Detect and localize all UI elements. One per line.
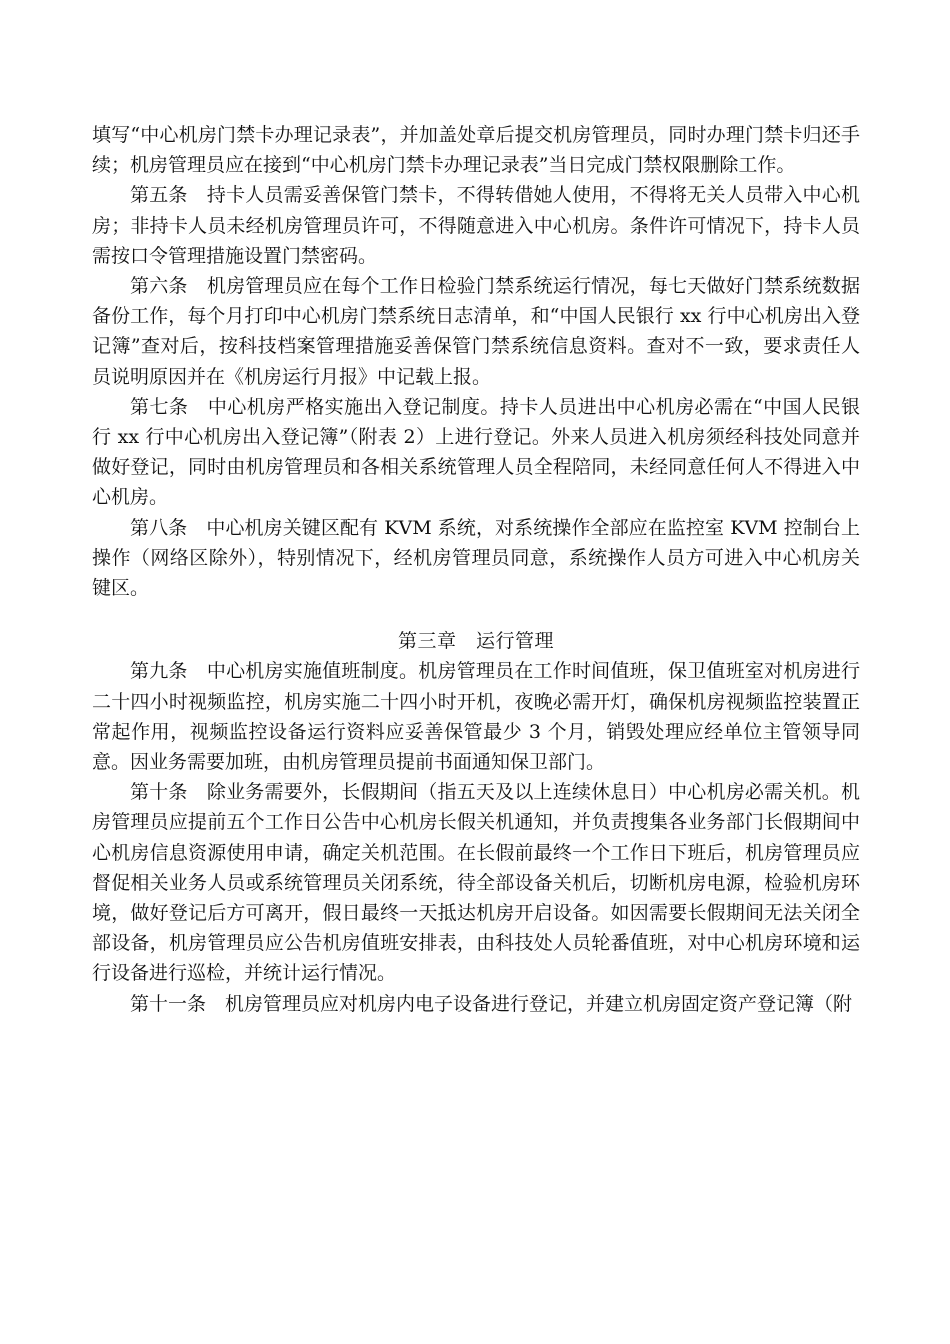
paragraph-access-card-return: 填写“中心机房门禁卡办理记录表”，并加盖处章后提交机房管理员，同时办理门禁卡归还手续；机房管理员应在接到“中心机房门禁卡办理记录表”当日完成门禁权限删除工作。 <box>92 124 860 177</box>
paragraph-article-9: 第九条 中心机房实施值班制度。机房管理员在工作时间值班，保卫值班室对机房进行二十四小时视频监控，机房实施二十四小时开机，夜晚必需开灯，确保机房视频监控装置正常起作用，视频监控设备运行资料应妥善保管最少 3 个月，销毁处理应经单位主管领导同意。因业务需要加班，由机房管理员提前书面通知保卫部门。 <box>92 660 860 774</box>
paragraph-article-6: 第六条 机房管理员应在每个工作日检验门禁系统运行情况，每七天做好门禁系统数据备份工作，每个月打印中心机房门禁系统日志清单，和“中国人民银行 xx 行中心机房出入登记簿”查对后，按科技档案管理措施妥善保管门禁系统信息资料。查对不一致，要求责任人员说明原因并在《机房运行月报》中记载上报。 <box>92 275 860 388</box>
paragraph-article-8: 第八条 中心机房关键区配有 KVM 系统，对系统操作全部应在监控室 KVM 控制台上操作（网络区除外），特别情况下，经机房管理员同意，系统操作人员方可进入中心机房关键区。 <box>92 516 860 600</box>
paragraph-article-11: 第十一条 机房管理员应对机房内电子设备进行登记，并建立机房固定资产登记簿（附 <box>130 992 853 1015</box>
paragraph-article-10: 第十条 除业务需要外，长假期间（指五天及以上连续休息日）中心机房必需关机。机房管理员应提前五个工作日公告中心机房长假关机通知，并负责搜集各业务部门长假期间中心机房信息资源使用申请，确定关机范围。在长假前最终一个工作日下班后，机房管理员应督促相关业务人员或系统管理员关闭系统，待全部设备关机后，切断机房电源，检验机房环境，做好登记后方可离开，假日最终一天抵达机房开启设备。如因需要长假期间无法关闭全部设备，机房管理员应公告机房值班安排表，由科技处人员轮番值班，对中心机房环境和运行设备进行巡检，并统计运行情况。 <box>92 781 860 985</box>
document-page <box>92 120 860 1019</box>
paragraph-article-5: 第五条 持卡人员需妥善保管门禁卡，不得转借她人使用，不得将无关人员带入中心机房；非持卡人员未经机房管理员许可，不得随意进入中心机房。条件许可情况下，持卡人员需按口令管理措施设置门禁密码。 <box>92 184 860 267</box>
chapter-heading: 第三章 运行管理 <box>397 630 554 653</box>
paragraph-article-7: 第七条 中心机房严格实施出入登记制度。持卡人员进出中心机房必需在“中国人民银行 xx 行中心机房出入登记簿”（附表 2）上进行登记。外来人员进入机房须经科技处同意并做好登记，同时由机房管理员和各相关系统管理人员全程陪同，未经同意任何人不得进入中心机房。 <box>92 395 860 509</box>
